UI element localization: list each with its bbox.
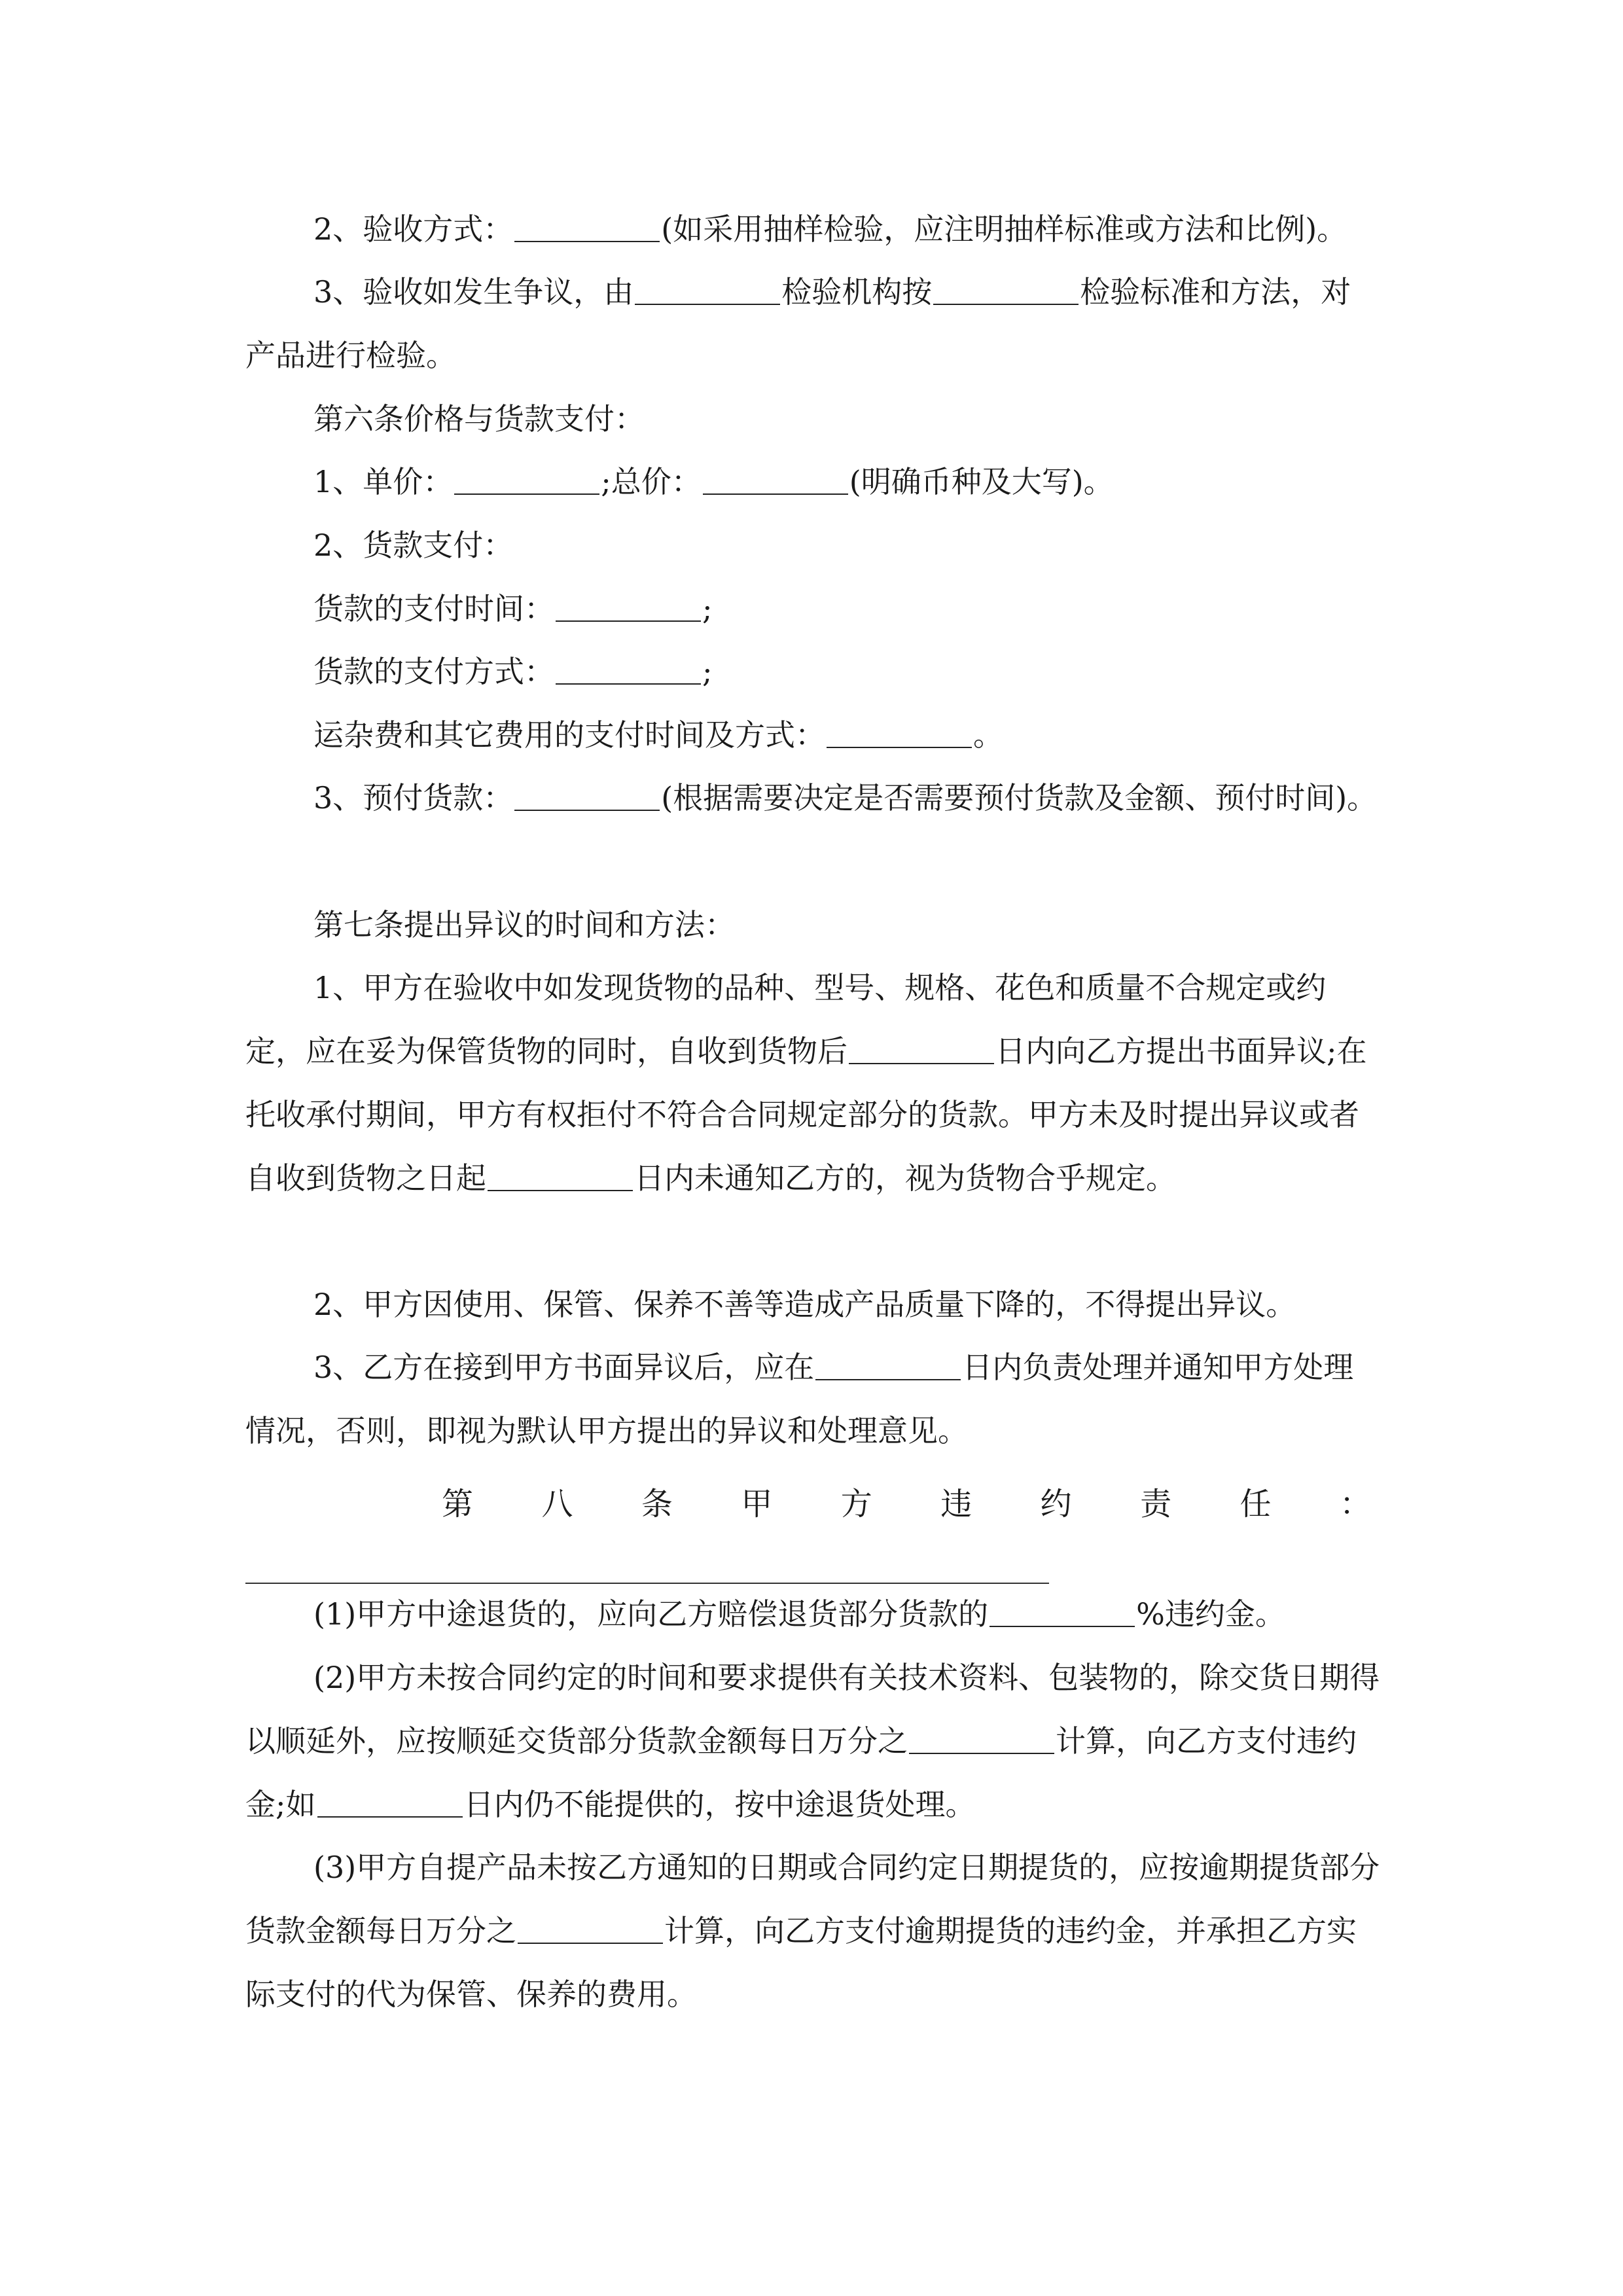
paragraph-text: (如采用抽样检验，应注明抽样标准或方法和比例)。 <box>661 211 1347 247</box>
fill-in-blank[interactable] <box>488 1160 633 1191</box>
fill-in-blank[interactable] <box>454 463 599 495</box>
paragraph-text: 货款的支付方式： <box>313 654 554 689</box>
paragraph-text: 1、单价： <box>313 464 454 499</box>
heading-char: 八 <box>541 1486 573 1522</box>
paragraph-text: 。 <box>973 717 1003 753</box>
paragraph <box>245 1836 1381 2026</box>
paragraph-text: 日内负责处理并通知甲方处理情况，否则，即视为默认甲方提出的异议和处理意见。 <box>245 1350 1354 1448</box>
paragraph-text: (根据需要决定是否需要预付货款及金额、预付时间)。 <box>661 780 1378 816</box>
paragraph-text: %违约金。 <box>1136 1596 1285 1632</box>
paragraph <box>245 1273 1381 1336</box>
paragraph <box>245 956 1381 1210</box>
paragraph-text: 3、乙方在接到甲方书面异议后，应在 <box>313 1350 815 1385</box>
fill-in-blank[interactable] <box>815 1349 961 1380</box>
heading-char: 约 <box>1040 1486 1072 1522</box>
fill-in-blank[interactable] <box>514 780 660 811</box>
paragraph-text: 货款的支付时间： <box>313 591 554 626</box>
paragraph <box>245 514 1381 577</box>
fill-in-blank[interactable] <box>909 1723 1054 1754</box>
paragraph <box>245 198 1381 261</box>
paragraph-text: 日内未通知乙方的，视为货物合乎规定。 <box>634 1160 1176 1196</box>
heading-char: 方 <box>840 1486 872 1522</box>
fill-in-blank[interactable] <box>990 1596 1135 1627</box>
paragraph-text: ; <box>702 654 713 689</box>
paragraph-text: 运杂费和其它费用的支付时间及方式： <box>313 717 825 753</box>
heading-char: ： <box>1339 1486 1371 1522</box>
fill-in-blank[interactable] <box>556 590 701 622</box>
paragraph-text: 计算，向乙方支付逾期提货的违约金，并承担乙方实际支付的代为保管、保养的费用。 <box>245 1913 1357 2012</box>
paragraph-text: 日内仍不能提供的，按中途退货处理。 <box>463 1787 976 1822</box>
fill-in-blank[interactable] <box>514 211 660 242</box>
paragraph <box>245 1336 1381 1463</box>
paragraph-text: 1、甲方在验收中如发现货物的品种、型号、规格、花色和质量不合规定或约定，应在妥为保管货物的同时，自收到货物后 <box>245 970 1327 1069</box>
fill-in-blank[interactable] <box>703 463 848 495</box>
fill-in-blank[interactable] <box>317 1786 463 1818</box>
paragraph <box>245 1583 1381 1646</box>
paragraph-text: (2)甲方未按合同约定的时间和要求提供有关技术资料、包装物的，除交货日期得以顺延外，应按顺延交货部分货款金额每日万分之 <box>245 1660 1380 1759</box>
paragraph <box>245 893 1381 957</box>
heading-char: 甲 <box>741 1486 773 1522</box>
paragraph <box>245 577 1381 641</box>
article-8-heading <box>442 1473 1371 1536</box>
paragraph-text: 日内向乙方提出书面异议;在托收承付期间，甲方有权拒付不符合合同规定部分的货款。甲方未及时提出异议或者自收到货物之日起 <box>245 1033 1367 1196</box>
paragraph-text: ;总价： <box>601 464 702 499</box>
paragraph-text: (1)甲方中途退货的，应向乙方赔偿退货部分货款的 <box>313 1596 989 1632</box>
paragraph <box>245 450 1381 514</box>
paragraph <box>245 260 1381 387</box>
fill-in-blank[interactable] <box>635 274 780 305</box>
heading-char: 第 <box>442 1486 474 1522</box>
fill-in-blank[interactable] <box>827 717 972 748</box>
paragraph-text: 检验标准和方法，对产品进行检验。 <box>245 274 1351 373</box>
paragraph-text: 检验机构按 <box>781 274 933 310</box>
paragraph <box>245 1646 1381 1837</box>
paragraph-text: 2、货款支付： <box>313 528 514 563</box>
paragraph-text: ; <box>702 591 713 626</box>
paragraph-text: 2、甲方因使用、保管、保养不善等造成产品质量下降的，不得提出异议。 <box>313 1287 1296 1322</box>
heading-char: 条 <box>641 1486 673 1522</box>
paragraph-text: (明确币种及大写)。 <box>849 464 1114 499</box>
paragraph-text: 3、验收如发生争议，由 <box>313 274 634 310</box>
heading-char: 责 <box>1140 1486 1172 1522</box>
fill-in-blank[interactable] <box>556 653 701 685</box>
fill-in-blank[interactable] <box>518 1912 663 1944</box>
paragraph-text: 第六条价格与货款支付： <box>313 401 645 437</box>
fill-in-blank[interactable] <box>933 274 1079 305</box>
heading-char: 任 <box>1240 1486 1272 1522</box>
paragraph <box>245 704 1381 767</box>
heading-char: 违 <box>940 1486 972 1522</box>
paragraph-text: (3)甲方自提产品未按乙方通知的日期或合同约定日期提货的，应按逾期提货部分货款金额每日万分之 <box>245 1850 1380 1948</box>
paragraph-text: 计算，向乙方支付违约金;如 <box>245 1723 1357 1822</box>
paragraph-text: 2、验收方式： <box>313 211 514 247</box>
paragraph-text: 第七条提出异议的时间和方法： <box>313 907 735 942</box>
paragraph <box>245 766 1381 830</box>
paragraph-text: 3、预付货款： <box>313 780 514 816</box>
paragraph <box>245 387 1381 451</box>
paragraph <box>245 640 1381 704</box>
fill-in-blank[interactable] <box>849 1033 994 1064</box>
